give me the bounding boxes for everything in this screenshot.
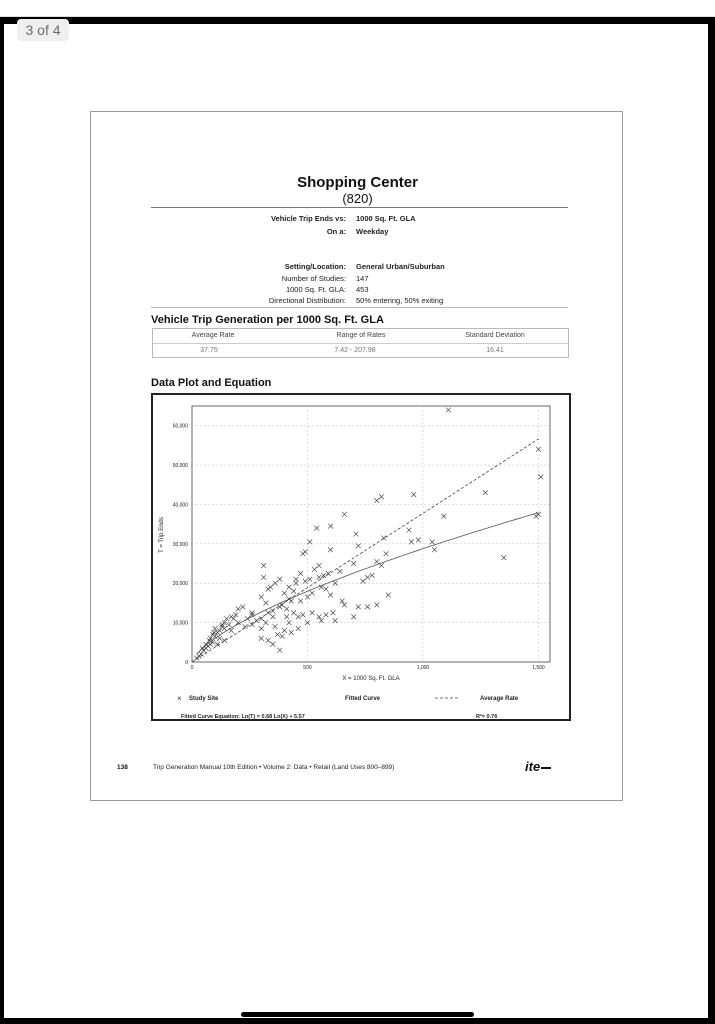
rates-header: Range of Rates <box>336 332 386 339</box>
footer-text: Trip Generation Manual 10th Edition • Volume 2: Data • Retail (Land Uses 800–899) <box>153 764 395 771</box>
on-label: On a: <box>326 227 346 236</box>
ite-logo-text: ite <box>525 759 541 774</box>
legend-average-rate: Average Rate <box>480 696 519 702</box>
direction-value: 50% entering, 50% exiting <box>356 296 444 305</box>
ite-logo <box>525 759 551 774</box>
std-deviation-value: 16.41 <box>486 347 504 354</box>
rates-table <box>152 328 569 358</box>
fitted-curve-equation: Fitted Curve Equation: Ln(T) = 0.68 Ln(X) + 5.57 <box>181 714 305 719</box>
top-bar <box>0 0 715 17</box>
page-indicator: 3 of 4 <box>17 19 69 41</box>
x-axis-label: X = 1000 Sq. Ft. GLA <box>342 676 400 682</box>
y-axis-label: T = Trip Ends <box>159 517 165 553</box>
legend-study-site: Study Site <box>189 696 219 702</box>
direction-label: Directional Distribution: <box>268 296 346 305</box>
rate-section-title: Vehicle Trip Generation per 1000 Sq. Ft. GLA <box>151 314 384 326</box>
range-of-rates-value: 7.42 - 207.98 <box>334 347 376 354</box>
gla-value: 453 <box>356 285 369 294</box>
plot-section-title: Data Plot and Equation <box>151 377 272 389</box>
x-tick-label: 1,500 <box>532 665 545 671</box>
legend-fitted-curve: Fitted Curve <box>345 696 381 702</box>
y-tick-label: 60,000 <box>172 423 188 430</box>
home-indicator[interactable] <box>241 1012 474 1017</box>
rates-header: Average Rate <box>191 332 235 339</box>
page-title: Shopping Center <box>297 174 418 191</box>
y-tick-label: 10,000 <box>172 620 188 627</box>
ite-logo-mark-icon <box>541 767 551 769</box>
footer-page-number: 138 <box>117 764 128 771</box>
average-rate-value: 37.75 <box>200 347 218 354</box>
setting-label: Setting/Location: <box>284 262 346 271</box>
y-tick-label: 30,000 <box>172 541 188 548</box>
y-tick-label: 20,000 <box>172 581 188 588</box>
land-use-code: (820) <box>342 191 373 206</box>
settings-divider <box>151 307 568 308</box>
studies-value: 147 <box>356 274 369 283</box>
setting-value: General Urban/Suburban <box>356 262 445 271</box>
title-divider <box>151 207 568 208</box>
scatter-chart <box>153 395 569 719</box>
studies-label: Number of Studies: <box>281 274 346 283</box>
y-tick-label: 0 <box>185 660 188 666</box>
gla-label: 1000 Sq. Ft. GLA: <box>285 285 346 294</box>
y-tick-label: 50,000 <box>172 463 188 470</box>
legend <box>177 694 519 703</box>
x-tick-label: 0 <box>190 665 194 671</box>
study-site-marker-icon: × <box>177 694 182 703</box>
document-page <box>90 111 623 801</box>
on-value: Weekday <box>356 227 389 236</box>
x-tick-label: 1,000 <box>416 665 430 671</box>
chart-frame <box>151 393 571 721</box>
r-squared: R²= 0.76 <box>476 714 498 719</box>
trip-ends-value: 1000 Sq. Ft. GLA <box>356 214 416 223</box>
trip-ends-label: Vehicle Trip Ends vs: <box>270 214 346 223</box>
y-tick-label: 40,000 <box>172 502 188 509</box>
x-tick-label: 500 <box>303 665 312 671</box>
rates-header: Standard Deviation <box>465 332 525 339</box>
